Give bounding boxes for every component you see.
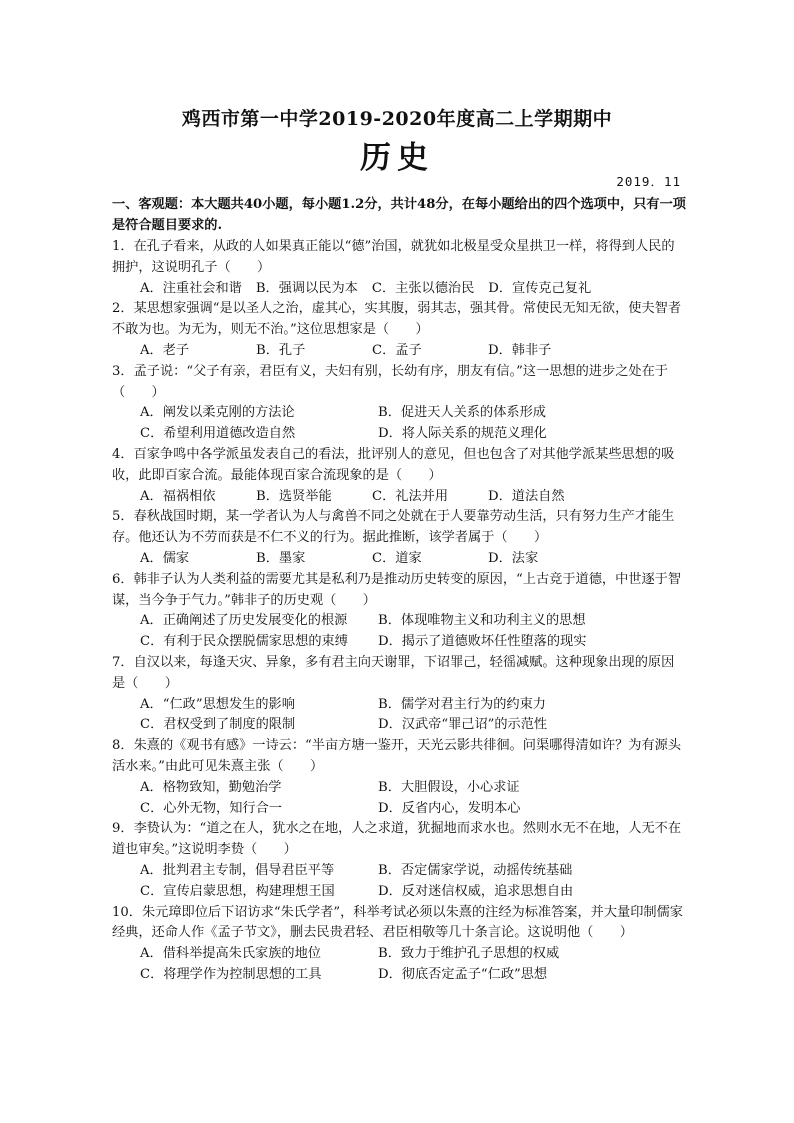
answer-option: C．心外无物，知行合一 [140,800,282,816]
answer-option: A．福祸相依 [140,488,216,504]
answer-option: A．老子 [140,342,190,358]
question-10 [112,903,686,986]
answer-option: D．将人际关系的规范义理化 [378,426,547,442]
question-stem: 2．某思想家强调“是以圣人之治，虚其心，实其腹，弱其志，强其骨。常使民无知无欲，使夫智者不敢为也。为无为，则无不治。”这位思想家是（ ） [112,301,682,338]
question-1 [112,237,686,299]
answer-option: B．大胆假设，小心求证 [378,779,520,795]
question-6 [112,570,686,653]
option-row [112,279,686,300]
answer-option: B．墨家 [256,550,306,566]
option-row [112,944,686,965]
option-row [112,799,686,820]
section-heading: 一、客观题：本大题共40小题，每小题1.2分，共计48分，在每小题给出的四个选项中，只有一项是符合题目要求的. [112,197,686,233]
question-stem: 3．孟子说：“父子有亲，君臣有义，夫妇有别，长幼有序，朋友有信。”这一思想的进步之处在于（ ） [112,363,668,400]
option-row [112,861,686,882]
question-8 [112,736,686,819]
option-row [112,424,686,445]
answer-option: A．“仁政”思想发生的影响 [140,696,295,712]
answer-option: D．宣传克己复礼 [488,280,592,296]
answer-option: D．韩非子 [488,342,552,358]
option-row [112,341,686,362]
answer-option: C．希望利用道德改造自然 [140,426,296,442]
answer-option: B．体现唯物主义和功利主义的思想 [378,613,586,629]
option-row [112,778,686,799]
answer-option: C．宣传启蒙思想，构建理想王国 [140,883,335,899]
answer-option: A．格物致知，勤勉治学 [140,779,282,795]
answer-option: C．道家 [372,550,422,566]
answer-option: C．将理学作为控制思想的工具 [140,966,322,982]
question-stem: 6．韩非子认为人类利益的需要尤其是私利乃是推动历史转变的原因，“上古竞于道德，中世逐于智谋，当今争于气力。”韩非子的历史观（ ） [112,571,682,608]
question-stem: 1．在孔子看来，从政的人如果真正能以“德”治国，就犹如北极星受众星拱卫一样，将得到人民的拥护，这说明孔子（ ） [112,239,675,275]
answer-option: C．孟子 [372,342,422,358]
question-list [112,237,686,986]
question-3 [112,362,686,445]
exam-title: 鸡西市第一中学2019-2020年度高二上学期期中 [181,108,613,130]
option-row [112,632,686,653]
answer-option: A．阐发以柔克刚的方法论 [140,405,295,421]
answer-option: A．正确阐述了历史发展变化的根源 [140,613,348,629]
question-5 [112,507,686,569]
option-row [112,403,686,424]
question-stem: 8．朱熹的《观书有感》一诗云：“半亩方塘一鉴开，天光云影共徘徊。问渠哪得清如许？为有源头活水来。”由此可见朱熹主张（ ） [112,738,682,774]
answer-option: A．批判君主专制，倡导君臣平等 [140,862,335,878]
answer-option: C．礼法并用 [372,488,449,504]
answer-option: B．强调以民为本 [255,280,358,296]
answer-option: D．法家 [488,550,539,566]
answer-option: B．致力于维护孔子思想的权威 [378,946,560,962]
answer-option: A．儒家 [140,550,190,566]
question-stem: 4．百家争鸣中各学派虽发表自己的看法，批评别人的意见，但也包含了对其他学派某些思想的吸收，此即百家合流。最能体现百家合流现象的是（ ） [112,446,675,483]
answer-option: B．促进天人关系的体系形成 [378,405,546,421]
answer-option: D．道法自然 [488,488,565,504]
question-stem: 7．自汉以来，每逢天灾、异象，多有君主向天谢罪，下诏罪己，轻徭减赋。这种现象出现的原因是（ ） [112,654,675,691]
answer-option: B．孔子 [256,342,306,358]
question-stem: 10．朱元璋即位后下诏访求“朱氏学者”，科举考试必须以朱熹的注经为标准答案，并大量印制儒家经典，还命人作《孟子节文》，删去民贵君轻、君臣相敬等几十条言论。这说明他（ ） [112,904,683,941]
question-stem: 5．春秋战国时期，某一学者认为人与禽兽不同之处就在于人要靠劳动生活，只有努力生产才能生存。他还认为不劳而获是不仁不义的行为。据此推断，该学者属于（ ） [112,509,675,546]
question-7 [112,653,686,736]
subject-title: 历史 [360,140,434,176]
question-4 [112,445,686,507]
answer-option: B．儒学对君主行为的约束力 [378,696,546,712]
answer-option: A．借科举提高朱氏家族的地位 [140,946,321,962]
answer-option: A．注重社会和谐 [140,280,242,296]
answer-option: C．主张以德治民 [371,280,475,296]
question-stem: 9．李贽认为：“道之在人，犹水之在地，人之求道，犹掘地而求水也。然则水无不在地，人无不在道也审矣。”这说明李贽（ ） [112,821,682,858]
answer-option: D．反对迷信权威，追求思想自由 [378,883,574,899]
option-row [112,715,686,736]
option-row [112,549,686,570]
option-row [112,965,686,986]
answer-option: C．君权受到了制度的限制 [140,717,296,733]
answer-option: B．选贤举能 [256,488,332,504]
answer-option: D．彻底否定孟子“仁政”思想 [378,966,548,982]
answer-option: D．揭示了道德败坏任性堕落的现实 [378,634,587,650]
question-2 [112,299,686,361]
question-9 [112,819,686,902]
answer-option: C．有利于民众摆脱儒家思想的束缚 [140,634,348,650]
option-row [112,611,686,632]
option-row [112,695,686,716]
answer-option: D．反省内心，发明本心 [378,800,521,816]
option-row [112,882,686,903]
answer-option: B．否定儒家学说，动摇传统基础 [378,862,573,878]
answer-option: D．汉武帝“罪己诏”的示范性 [378,717,548,733]
option-row [112,487,686,508]
exam-date: 2019．11 [616,174,681,189]
